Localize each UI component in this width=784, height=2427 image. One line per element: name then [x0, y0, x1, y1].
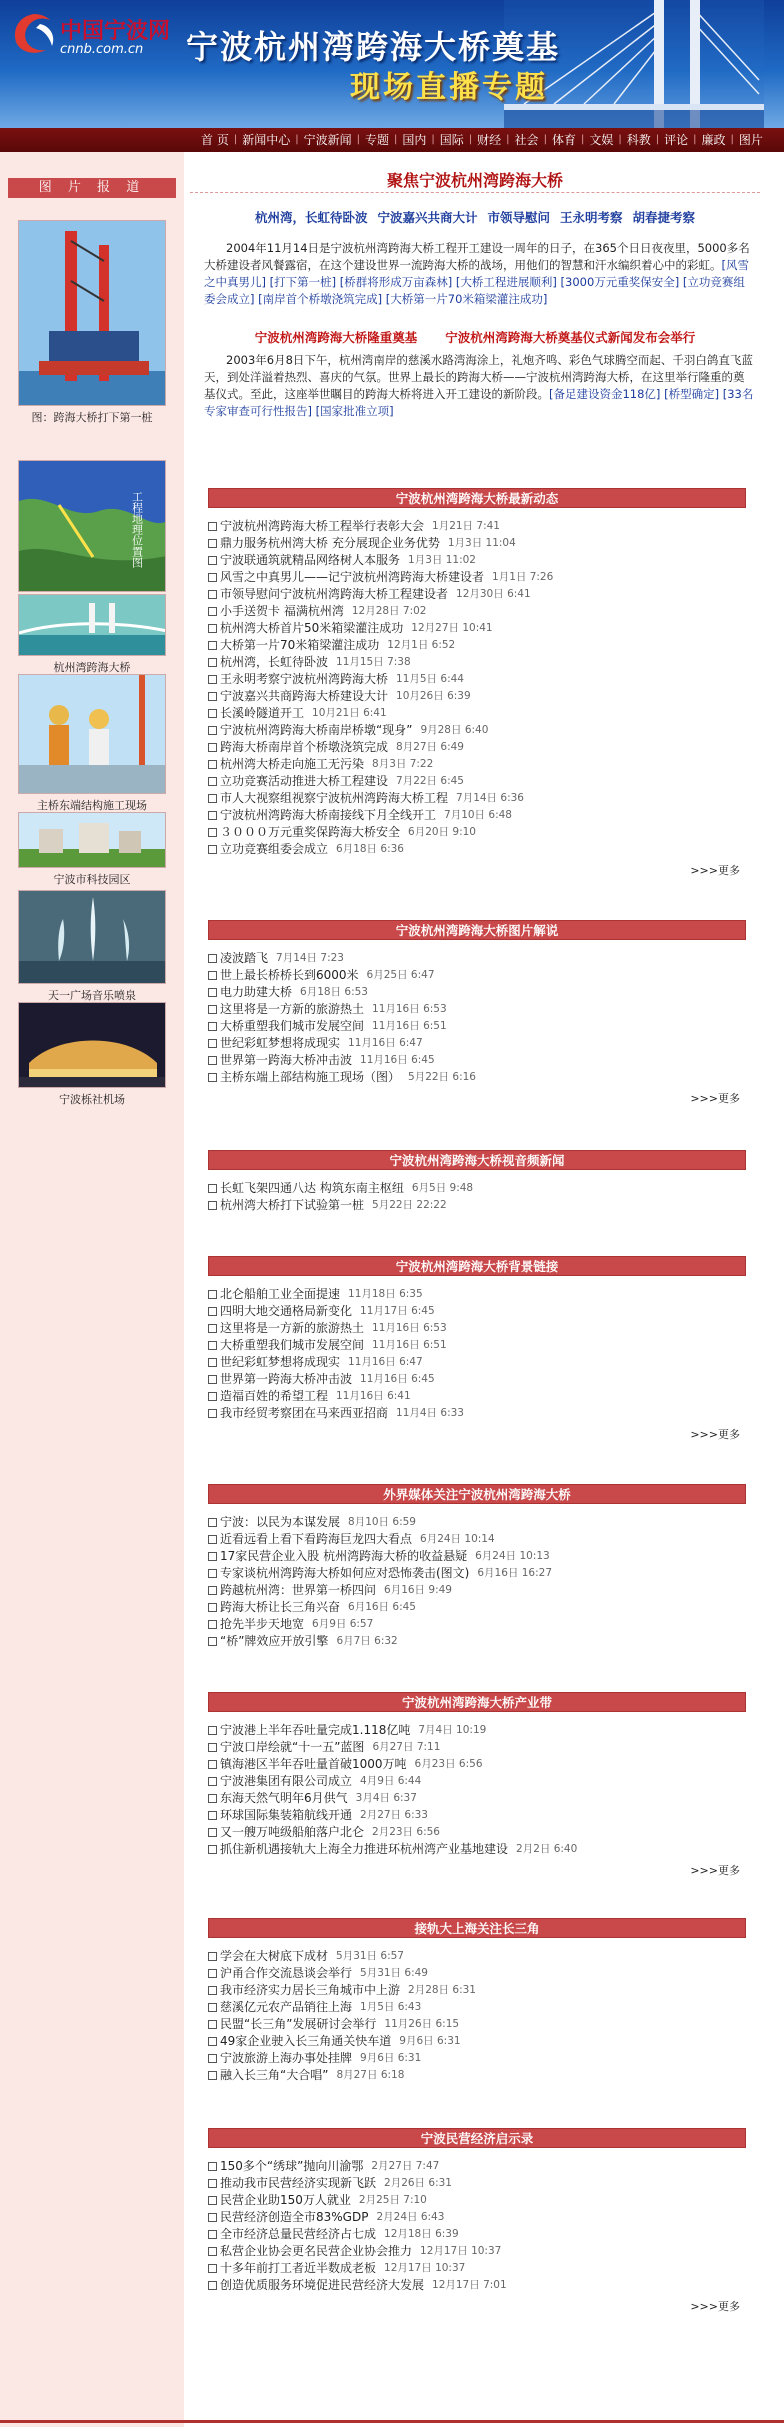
section-title: 宁波杭州湾跨海大桥视音频新闻: [208, 1150, 746, 1170]
section-background-links: [208, 1256, 746, 1442]
square-bullet-icon: [208, 2003, 217, 2012]
headline-link[interactable]: 市领导慰问: [487, 210, 550, 225]
header-banner: [0, 0, 784, 128]
list-item[interactable]: 抓住新机遇接轨大上海全力推进环杭州湾产业基地建设 2月2日 6:40: [208, 1841, 746, 1858]
list-item[interactable]: 宁波杭州湾跨海大桥工程举行表彰大会 1月21日 7:41: [208, 518, 746, 535]
square-bullet-icon: [208, 2071, 217, 2080]
square-bullet-icon: [208, 1620, 217, 1629]
list-item[interactable]: 融入长三角“大合唱” 8月27日 6:18: [208, 2067, 746, 2084]
list-item[interactable]: 全市经济总量民营经济占七成 12月18日 6:39: [208, 2226, 746, 2243]
square-bullet-icon: [208, 573, 217, 582]
square-bullet-icon: [208, 1760, 217, 1769]
top-headlines: [190, 208, 760, 226]
square-bullet-icon: [208, 675, 217, 684]
more-link[interactable]: >>>更多: [690, 1092, 740, 1105]
square-bullet-icon: [208, 1811, 217, 1820]
square-bullet-icon: [208, 2162, 217, 2171]
list-item[interactable]: 大桥重塑我们城市发展空间 11月16日 6:51: [208, 1337, 746, 1354]
list-item[interactable]: 王永明考察宁波杭州湾跨海大桥 11月5日 6:44: [208, 671, 746, 688]
more-link[interactable]: >>>更多: [690, 1864, 740, 1877]
section-picture-notes: [208, 920, 746, 1106]
logo-text: 中国宁波网: [60, 19, 171, 44]
nav-science-edu[interactable]: 科教: [626, 133, 651, 147]
intro-links[interactable]: [风雪之中真男儿] [打下第一桩] [桥群将形成万亩森林] [大桥工程进展顺利] [3000万元重奖保安全] [立功竞赛组委会成立] [南岸首个桥墩浇筑完成] [大桥第一片70米箱梁灌注成功]: [204, 258, 749, 306]
section-video-news: [208, 1150, 746, 1214]
list-item[interactable]: 主桥东端上部结构施工现场（图） 5月22日 6:16: [208, 1069, 746, 1086]
square-bullet-icon: [208, 760, 217, 769]
square-bullet-icon: [208, 1586, 217, 1595]
left-sidebar: [0, 152, 184, 2427]
list-item[interactable]: 民盟“长三角”发展研讨会举行 11月26日 6:15: [208, 2016, 746, 2033]
square-bullet-icon: [208, 794, 217, 803]
list-item[interactable]: 立功竞赛活动推进大桥工程建设 7月22日 6:45: [208, 773, 746, 790]
list-item[interactable]: 长虹飞架四通八达 构筑东南主枢纽 6月5日 9:48: [208, 1180, 746, 1197]
square-bullet-icon: [208, 726, 217, 735]
list-item[interactable]: 东海天然气明年6月供气 3月4日 6:37: [208, 1790, 746, 1807]
list-item[interactable]: “桥”牌效应开放引擎 6月7日 6:32: [208, 1633, 746, 1650]
news-list: [208, 950, 746, 1086]
list-item[interactable]: 跨海大桥南岸首个桥墩浇筑完成 8月27日 6:49: [208, 739, 746, 756]
list-item[interactable]: 沪甬合作交流恳谈会举行 5月31日 6:49: [208, 1965, 746, 1982]
square-bullet-icon: [208, 743, 217, 752]
square-bullet-icon: [208, 2020, 217, 2029]
ceremony-text: 2003年6月8日下午，杭州湾南岸的慈溪水路湾海涂上，礼炮齐鸣、彩色气球腾空而起、千羽白鸽直飞蓝天，到处洋溢着热烈、喜庆的气氛。世界上最长的跨海大桥——宁波杭州湾跨海大桥，在这里举行隆重的奠基仪式。至此，这座举世瞩目的跨海大桥将进入开工建设的新阶段。: [204, 353, 753, 401]
headline-link[interactable]: 杭州湾，长虹待卧波: [254, 210, 368, 225]
square-bullet-icon: [208, 777, 217, 786]
photo-image[interactable]: [18, 220, 166, 406]
photo-image[interactable]: [18, 460, 166, 592]
section-latest-news: [208, 488, 746, 878]
square-bullet-icon: [208, 1986, 217, 1995]
list-item[interactable]: 立功竞赛组委会成立 6月18日 6:36: [208, 841, 746, 858]
nav-home[interactable]: 首 页: [201, 133, 229, 147]
square-bullet-icon: [208, 2037, 217, 2046]
photo-image[interactable]: [18, 812, 166, 868]
science-park-image-icon: [19, 813, 166, 868]
list-item[interactable]: 长溪岭隧道开工 10月21日 6:41: [208, 705, 746, 722]
list-item[interactable]: 我市经贸考察团在马来西亚招商 11月4日 6:33: [208, 1405, 746, 1422]
nav-pictures[interactable]: 图片: [738, 133, 763, 147]
square-bullet-icon: [208, 2179, 217, 2188]
square-bullet-icon: [208, 2213, 217, 2222]
intro-paragraph: [204, 240, 754, 308]
photo-item[interactable]: [18, 220, 166, 425]
feature-title: 聚焦宁波杭州湾跨海大桥: [386, 171, 563, 190]
nav-finance[interactable]: 财经: [477, 133, 502, 147]
more-link[interactable]: >>>更多: [690, 864, 740, 877]
square-bullet-icon: [208, 1552, 217, 1561]
bridge-photo-image-icon: [19, 595, 166, 656]
photo-image[interactable]: [18, 890, 166, 984]
section-title: 外界媒体关注宁波杭州湾跨海大桥: [208, 1484, 746, 1504]
square-bullet-icon: [208, 1307, 217, 1316]
square-bullet-icon: [208, 1518, 217, 1527]
ceremony-links[interactable]: [备足建设资金118亿] [桥型确定] [33名专家审查可行性报告] [国家批准立项]: [204, 387, 754, 418]
photo-image[interactable]: [18, 1002, 166, 1088]
list-item[interactable]: 鼎力服务杭州湾大桥 充分展现企业务优势 1月3日 11:04: [208, 535, 746, 552]
news-list: [208, 2158, 746, 2294]
list-item[interactable]: 杭州湾大桥走向施工无污染 8月3日 7:22: [208, 756, 746, 773]
square-bullet-icon: [208, 1603, 217, 1612]
section-title: 宁波杭州湾跨海大桥最新动态: [208, 488, 746, 508]
square-bullet-icon: [208, 1073, 217, 1082]
list-item[interactable]: 镇海港区半年吞吐量首破1000万吨 6月23日 6:56: [208, 1756, 746, 1773]
square-bullet-icon: [208, 954, 217, 963]
list-item[interactable]: 宁波旅游上海办事处挂牌 9月6日 6:31: [208, 2050, 746, 2067]
nav-international[interactable]: 国际: [439, 133, 464, 147]
list-item[interactable]: 宁波港集团有限公司成立 4月9日 6:44: [208, 1773, 746, 1790]
square-bullet-icon: [208, 2054, 217, 2063]
square-bullet-icon: [208, 1952, 217, 1961]
list-item[interactable]: 杭州湾大桥打下试验第一桩 5月22日 22:22: [208, 1197, 746, 1214]
list-item[interactable]: 近看远看上看下看跨海巨龙四大看点 6月24日 10:14: [208, 1531, 746, 1548]
list-item[interactable]: 150多个“绣球”抛向川渝鄂 2月27日 7:47: [208, 2158, 746, 2175]
section-industry-belt: [208, 1692, 746, 1878]
square-bullet-icon: [208, 1569, 217, 1578]
subhead-link[interactable]: 宁波杭州湾跨海大桥奠基仪式新闻发布会举行: [445, 330, 696, 345]
headline-link[interactable]: 胡春捷考察: [632, 210, 696, 225]
photo-report-heading: 图 片 报 道: [8, 178, 176, 198]
nav-sports[interactable]: 体育: [551, 133, 576, 147]
list-item[interactable]: 抢先半步天地宽 6月9日 6:57: [208, 1616, 746, 1633]
list-item[interactable]: 世上最长桥桥长到6000米 6月25日 6:47: [208, 967, 746, 984]
svg-text:工程地理位置图: 工程地理位置图: [130, 491, 144, 568]
list-item[interactable]: 凌波踏飞 7月14日 7:23: [208, 950, 746, 967]
square-bullet-icon: [208, 845, 217, 854]
nav-ningbo-news[interactable]: 宁波新闻: [303, 133, 352, 147]
list-item[interactable]: 学会在大树底下成材 5月31日 6:57: [208, 1948, 746, 1965]
photo-item[interactable]: [18, 594, 166, 675]
list-item[interactable]: 这里将是一方新的旅游热土 11月16日 6:53: [208, 1001, 746, 1018]
footer-divider: [0, 2420, 784, 2423]
list-item[interactable]: 专家谈杭州湾跨海大桥如何应对恐怖袭击(图文) 6月16日 16:27: [208, 1565, 746, 1582]
more-link[interactable]: >>>更多: [690, 2300, 740, 2313]
square-bullet-icon: [208, 828, 217, 837]
list-item[interactable]: 北仑船舶工业全面提速 11月18日 6:35: [208, 1286, 746, 1303]
news-list: [208, 1948, 746, 2084]
airport-image-icon: [19, 1003, 166, 1088]
square-bullet-icon: [208, 1201, 217, 1210]
square-bullet-icon: [208, 641, 217, 650]
news-list: [208, 1722, 746, 1858]
ceremony-paragraph: [204, 352, 754, 420]
photo-image[interactable]: [18, 594, 166, 656]
banner-title: 宁波杭州湾跨海大桥奠基: [186, 28, 561, 66]
list-item[interactable]: 市领导慰问宁波杭州湾跨海大桥工程建设者 12月30日 6:41: [208, 586, 746, 603]
section-title: 宁波民营经济启示录: [208, 2128, 746, 2148]
square-bullet-icon: [208, 2281, 217, 2290]
list-item[interactable]: 49家企业驶入长三角通关快车道 9月6日 6:31: [208, 2033, 746, 2050]
photo-item[interactable]: [18, 460, 166, 611]
nav-commentary[interactable]: 评论: [664, 133, 689, 147]
square-bullet-icon: [208, 1290, 217, 1299]
square-bullet-icon: [208, 658, 217, 667]
list-item[interactable]: 这里将是一方新的旅游热土 11月16日 6:53: [208, 1320, 746, 1337]
square-bullet-icon: [208, 988, 217, 997]
square-bullet-icon: [208, 1743, 217, 1752]
more-link[interactable]: >>>更多: [690, 1428, 740, 1441]
square-bullet-icon: [208, 1375, 217, 1384]
square-bullet-icon: [208, 1409, 217, 1418]
square-bullet-icon: [208, 709, 217, 718]
list-item[interactable]: 世纪彩虹梦想将成现实 11月16日 6:47: [208, 1035, 746, 1052]
photo-item[interactable]: [18, 890, 166, 1003]
list-item[interactable]: 宁波口岸绘就“十一五”蓝图 6月27日 7:11: [208, 1739, 746, 1756]
square-bullet-icon: [208, 1039, 217, 1048]
list-item[interactable]: 小手送贺卡 福满杭州湾 12月28日 7:02: [208, 603, 746, 620]
square-bullet-icon: [208, 1184, 217, 1193]
square-bullet-icon: [208, 1777, 217, 1786]
list-item[interactable]: 大桥第一片70米箱梁灌注成功 12月1日 6:52: [208, 637, 746, 654]
photo-caption: 天一广场音乐喷泉: [48, 989, 136, 1002]
square-bullet-icon: [208, 971, 217, 980]
photo-item[interactable]: [18, 1002, 166, 1107]
list-item[interactable]: 推动我市民营经济实现新飞跃 2月26日 6:31: [208, 2175, 746, 2192]
photo-item[interactable]: [18, 812, 166, 887]
list-item[interactable]: 世纪彩虹梦想将成现实 11月16日 6:47: [208, 1354, 746, 1371]
square-bullet-icon: [208, 2264, 217, 2273]
section-title: 宁波杭州湾跨海大桥产业带: [208, 1692, 746, 1712]
list-item[interactable]: ３０００万元重奖保跨海大桥安全 6月20日 9:10: [208, 824, 746, 841]
pile-driving-image-icon: [19, 221, 166, 406]
list-item[interactable]: 慈溪亿元农产品销往上海 1月5日 6:43: [208, 1999, 746, 2016]
list-item[interactable]: 宁波：以民为本谋发展 8月10日 6:59: [208, 1514, 746, 1531]
list-item[interactable]: 杭州湾，长虹待卧波 11月15日 7:38: [208, 654, 746, 671]
site-logo[interactable]: [10, 8, 170, 64]
square-bullet-icon: [208, 692, 217, 701]
nav-news-center[interactable]: 新闻中心: [242, 133, 291, 147]
square-bullet-icon: [208, 2230, 217, 2239]
list-item[interactable]: 大桥重塑我们城市发展空间 11月16日 6:51: [208, 1018, 746, 1035]
list-item[interactable]: 又一艘万吨级船舶落户北仑 2月23日 6:56: [208, 1824, 746, 1841]
main-nav: [0, 128, 784, 152]
square-bullet-icon: [208, 1828, 217, 1837]
list-item[interactable]: 四明大地交通格局新变化 11月17日 6:45: [208, 1303, 746, 1320]
list-item[interactable]: 风雪之中真男儿——记宁波杭州湾跨海大桥建设者 1月1日 7:26: [208, 569, 746, 586]
list-item[interactable]: 宁波港上半年吞吐量完成1.118亿吨 7月4日 10:19: [208, 1722, 746, 1739]
sub-headlines: [190, 328, 760, 346]
nav-society[interactable]: 社会: [514, 133, 539, 147]
photo-caption: 宁波栎社机场: [59, 1093, 125, 1106]
construction-site-image-icon: [19, 675, 166, 794]
news-list: [208, 1180, 746, 1214]
list-item[interactable]: 宁波杭州湾跨海大桥南接线下月全线开工 7月10日 6:48: [208, 807, 746, 824]
square-bullet-icon: [208, 2196, 217, 2205]
fountain-image-icon: [19, 891, 166, 984]
photo-caption: 杭州湾跨海大桥: [53, 661, 131, 674]
list-item[interactable]: 跨越杭州湾：世界第一桥四问 6月16日 9:49: [208, 1582, 746, 1599]
section-media-focus: [208, 1484, 746, 1650]
square-bullet-icon: [208, 1324, 217, 1333]
square-bullet-icon: [208, 556, 217, 565]
square-bullet-icon: [208, 1005, 217, 1014]
nav-domestic[interactable]: 国内: [402, 133, 427, 147]
title-divider: [190, 192, 760, 193]
section-private-economy: [208, 2128, 746, 2314]
square-bullet-icon: [208, 1845, 217, 1854]
square-bullet-icon: [208, 1637, 217, 1646]
list-item[interactable]: 民营经济创造全市83%GDP 2月24日 6:43: [208, 2209, 746, 2226]
section-yangtze-delta: [208, 1918, 746, 2084]
location-map-image-icon: [19, 461, 166, 592]
banner-subtitle: 现场直播专题: [350, 70, 548, 105]
photo-image[interactable]: [18, 674, 166, 794]
nav-clean-gov[interactable]: 廉政: [701, 133, 726, 147]
news-list: [208, 518, 746, 858]
list-item[interactable]: 环球国际集装箱航线开通 2月27日 6:33: [208, 1807, 746, 1824]
list-item[interactable]: 宁波联通筑就精品网络树人本服务 1月3日 11:02: [208, 552, 746, 569]
list-item[interactable]: 私营企业协会更名民营企业协会推力 12月17日 10:37: [208, 2243, 746, 2260]
square-bullet-icon: [208, 522, 217, 531]
nav-items: 首 页 | 新闻中心 | 宁波新闻 | 专题 | 国内 | 国际 | 财经 | 社会 | 体育 | 文娱 | 科教 | 评论 | 廉政 | 图片: [196, 128, 768, 152]
square-bullet-icon: [208, 1022, 217, 1031]
news-list: [208, 1286, 746, 1422]
list-item[interactable]: 世界第一跨海大桥冲击波 11月16日 6:45: [208, 1371, 746, 1388]
list-item[interactable]: 跨海大桥让长三角兴奋 6月16日 6:45: [208, 1599, 746, 1616]
logo-mark-icon: [10, 12, 58, 56]
news-list: [208, 1514, 746, 1650]
subhead-link[interactable]: 宁波杭州湾跨海大桥隆重奠基: [254, 330, 418, 345]
nav-topics[interactable]: 专题: [364, 133, 389, 147]
headline-link[interactable]: 宁波嘉兴共商大计: [377, 210, 478, 225]
photo-caption: 宁波市科技园区: [53, 873, 131, 886]
square-bullet-icon: [208, 1392, 217, 1401]
list-item[interactable]: 世界第一跨海大桥冲击波 11月16日 6:45: [208, 1052, 746, 1069]
list-item[interactable]: 市人大视察组视察宁波杭州湾跨海大桥工程 7月14日 6:36: [208, 790, 746, 807]
nav-entertainment[interactable]: 文娱: [589, 133, 614, 147]
square-bullet-icon: [208, 1535, 217, 1544]
list-item[interactable]: 17家民营企业入股 杭州湾跨海大桥的收益悬疑 6月24日 10:13: [208, 1548, 746, 1565]
square-bullet-icon: [208, 590, 217, 599]
square-bullet-icon: [208, 2247, 217, 2256]
list-item[interactable]: 我市经济实力居长三角城市中上游 2月28日 6:31: [208, 1982, 746, 1999]
section-title: 宁波杭州湾跨海大桥图片解说: [208, 920, 746, 940]
photo-caption: 主桥东端结构施工现场: [37, 799, 147, 812]
section-title: 宁波杭州湾跨海大桥背景链接: [208, 1256, 746, 1276]
intro-text: 2004年11月14日是宁波杭州湾跨海大桥工程开工建设一周年的日子，在365个日日夜夜里，5000多名大桥建设者风餐露宿，在这个建设世界一流跨海大桥的战场，用他们的智慧和汗水编织着心中的彩虹。: [204, 241, 750, 272]
section-title: 接轨大上海关注长三角: [208, 1918, 746, 1938]
square-bullet-icon: [208, 1726, 217, 1735]
logo-url: cnnb.com.cn: [60, 42, 144, 57]
square-bullet-icon: [208, 607, 217, 616]
list-item[interactable]: 电力助建大桥 6月18日 6:53: [208, 984, 746, 1001]
square-bullet-icon: [208, 539, 217, 548]
list-item[interactable]: 创造优质服务环境促进民营经济大发展 12月17日 7:01: [208, 2277, 746, 2294]
square-bullet-icon: [208, 1358, 217, 1367]
photo-item[interactable]: [18, 674, 166, 813]
square-bullet-icon: [208, 1056, 217, 1065]
square-bullet-icon: [208, 1794, 217, 1803]
list-item[interactable]: 宁波嘉兴共商跨海大桥建设大计 10月26日 6:39: [208, 688, 746, 705]
list-item[interactable]: 十多年前打工者近半数成老板 12月17日 10:37: [208, 2260, 746, 2277]
photo-caption: 图：跨海大桥打下第一桩: [31, 411, 153, 424]
square-bullet-icon: [208, 624, 217, 633]
list-item[interactable]: 造福百姓的希望工程 11月16日 6:41: [208, 1388, 746, 1405]
list-item[interactable]: 杭州湾大桥首片50米箱梁灌注成功 12月27日 10:41: [208, 620, 746, 637]
list-item[interactable]: 民营企业助150万人就业 2月25日 7:10: [208, 2192, 746, 2209]
list-item[interactable]: 宁波杭州湾跨海大桥南岸桥墩“现身” 9月28日 6:40: [208, 722, 746, 739]
square-bullet-icon: [208, 811, 217, 820]
square-bullet-icon: [208, 1341, 217, 1350]
headline-link[interactable]: 王永明考察: [560, 210, 623, 225]
square-bullet-icon: [208, 1969, 217, 1978]
